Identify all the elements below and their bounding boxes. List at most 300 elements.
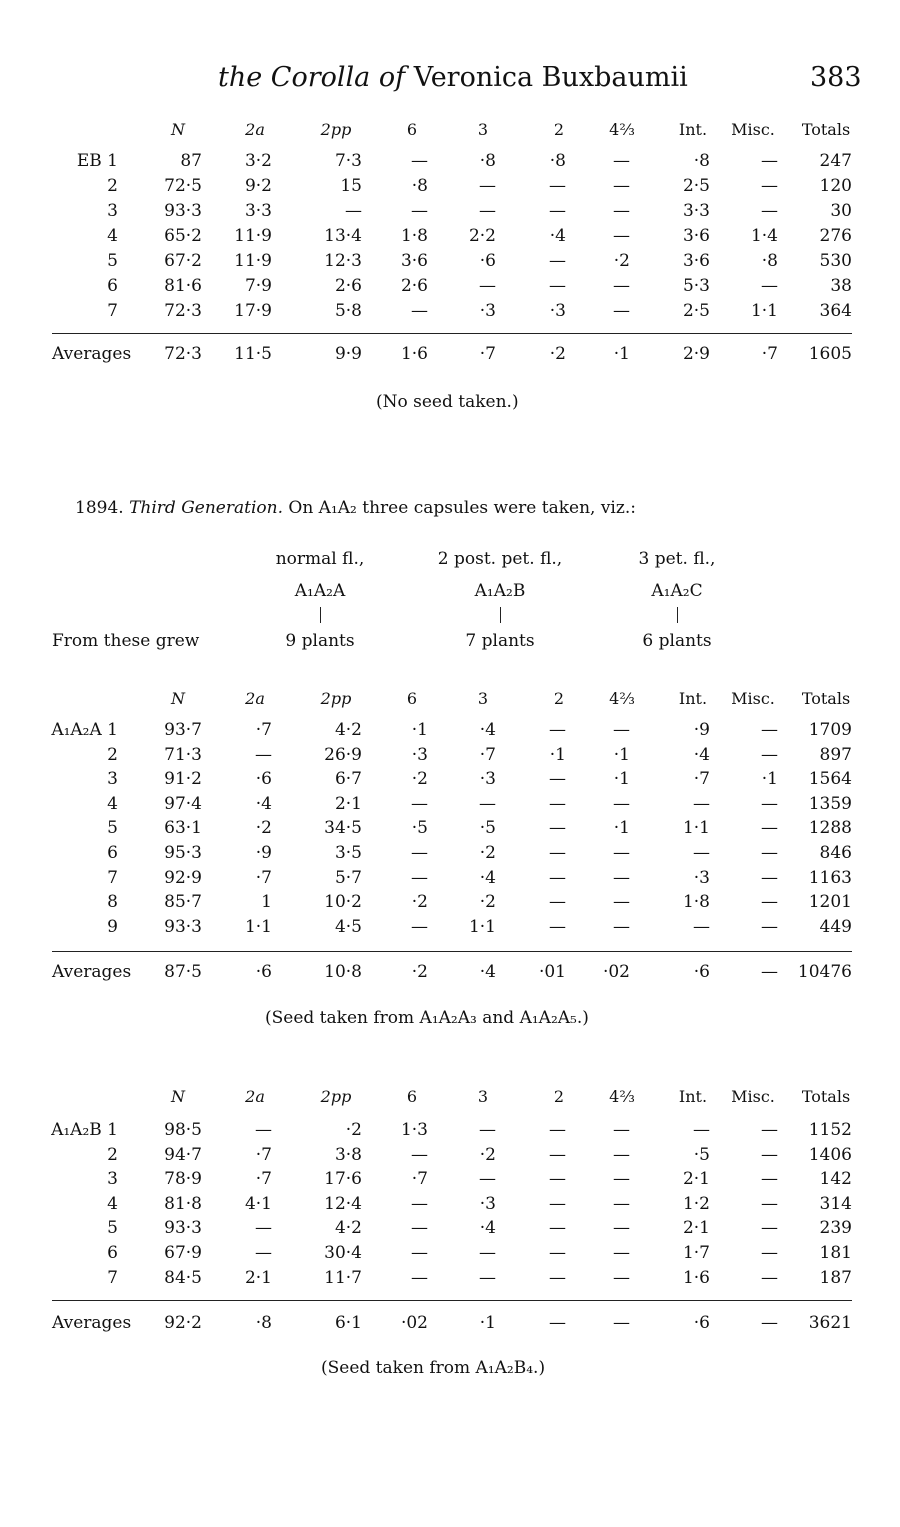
table-cell: 17·9 <box>234 301 272 321</box>
table-cell: — <box>613 151 630 171</box>
table-cell: — <box>549 867 566 888</box>
table-cell: — <box>549 1218 566 1239</box>
table-cell: ·2 <box>613 251 630 271</box>
table-cell: — <box>693 843 710 863</box>
table-cell: ·4 <box>479 720 496 740</box>
row-label: 7 <box>107 301 118 321</box>
table-cell: — <box>613 1120 630 1140</box>
table-cell: ·2 <box>345 1120 362 1140</box>
column-header: 2a <box>245 689 265 708</box>
row-label: 2 <box>107 176 118 196</box>
table-cell: ·3 <box>693 867 710 888</box>
table-cell: ·8 <box>761 251 778 271</box>
column-header: 3 <box>477 689 489 708</box>
table-cell: 1·8 <box>682 892 710 913</box>
table-cell: 1406 <box>808 1144 852 1165</box>
averages-cell: ·2 <box>411 962 428 982</box>
averages-cell: — <box>761 1313 778 1333</box>
table-cell: — <box>549 276 566 296</box>
capsule-code: A₁A₂A <box>294 581 346 601</box>
column-header: Int. <box>678 689 708 708</box>
table-cell: — <box>761 867 778 888</box>
table-cell: 1564 <box>808 769 852 790</box>
table-cell: 181 <box>819 1243 852 1263</box>
table-cell: ·5 <box>693 1144 710 1165</box>
table-cell: 2·5 <box>682 176 710 196</box>
table-cell: — <box>761 1144 778 1165</box>
table-cell: 1·7 <box>682 1243 710 1263</box>
table-a1a2a-note: (Seed taken from A₁A₂A₃ and A₁A₂A₅.) <box>265 1008 589 1028</box>
averages-cell: 72·3 <box>164 344 202 364</box>
table-cell: ·7 <box>479 744 496 765</box>
averages-label: Averages <box>52 962 132 982</box>
table-cell: — <box>411 1193 428 1214</box>
table-cell: 2·5 <box>682 301 710 321</box>
table-cell: 2·1 <box>244 1267 272 1288</box>
capsule-description: 3 pet. fl., <box>638 549 716 569</box>
table-cell: 2·1 <box>682 1218 710 1239</box>
title-italic-of: of <box>378 62 406 93</box>
table-cell: 1·3 <box>400 1120 428 1140</box>
table-cell: — <box>693 793 710 814</box>
table-cell: 87 <box>180 151 202 171</box>
row-label: 5 <box>107 251 118 271</box>
table-cell: — <box>613 226 630 246</box>
table-cell: ·4 <box>479 1218 496 1239</box>
table-cell: ·1 <box>613 818 630 839</box>
table-cell: ·2 <box>479 843 496 863</box>
table-cell: ·2 <box>411 769 428 790</box>
table-cell: — <box>613 1144 630 1165</box>
table-cell: 1709 <box>808 720 852 740</box>
table-cell: ·7 <box>255 867 272 888</box>
table-cell: — <box>761 793 778 814</box>
table-cell: — <box>479 1169 496 1190</box>
averages-cell: 1605 <box>808 344 852 364</box>
running-title <box>218 62 688 93</box>
table-cell: ·5 <box>479 818 496 839</box>
table-cell: — <box>411 301 428 321</box>
table-cell: 12·4 <box>324 1193 362 1214</box>
table-cell: 13·4 <box>324 226 362 246</box>
table-cell: 1152 <box>808 1120 852 1140</box>
table-cell: 3·6 <box>682 226 710 246</box>
averages-cell: ·2 <box>549 344 566 364</box>
column-header: 2 <box>553 1087 565 1106</box>
column-header: 4⅔ <box>609 1087 635 1106</box>
table-cell: 7·9 <box>244 276 272 296</box>
table-cell: 65·2 <box>164 226 202 246</box>
table-cell: ·1 <box>613 744 630 765</box>
table-cell: 247 <box>819 151 852 171</box>
paragraph-year: 1894. <box>75 498 124 518</box>
table-cell: — <box>549 916 566 937</box>
column-header: 6 <box>406 120 418 139</box>
averages-cell: 10·8 <box>324 962 362 982</box>
table-cell: 120 <box>819 176 852 196</box>
table-rule <box>52 951 852 952</box>
column-header: 2pp <box>320 689 352 708</box>
table-cell: — <box>255 1120 272 1140</box>
table-cell: 530 <box>819 251 852 271</box>
column-header: 2 <box>553 689 565 708</box>
table-cell: 2·6 <box>334 276 362 296</box>
averages-cell: — <box>761 962 778 982</box>
table-cell: ·3 <box>479 301 496 321</box>
table-cell: 30 <box>830 201 852 221</box>
table-cell: 34·5 <box>324 818 362 839</box>
table-cell: ·8 <box>549 151 566 171</box>
table-cell: 1·1 <box>682 818 710 839</box>
table-cell: 3·5 <box>334 843 362 863</box>
table-cell: 26·9 <box>324 744 362 765</box>
table-cell: — <box>761 151 778 171</box>
table-cell: — <box>479 201 496 221</box>
table-cell: — <box>761 843 778 863</box>
table-cell: ·2 <box>411 892 428 913</box>
table-cell: — <box>761 1193 778 1214</box>
table-cell: — <box>761 1267 778 1288</box>
table-cell: ·2 <box>479 892 496 913</box>
averages-cell: 1·6 <box>400 344 428 364</box>
averages-cell: 9·9 <box>334 344 362 364</box>
table-cell: 449 <box>819 916 852 937</box>
table-cell: 2·2 <box>468 226 496 246</box>
table-cell: — <box>255 744 272 765</box>
column-header: Int. <box>678 1087 708 1106</box>
table-cell: 3·6 <box>400 251 428 271</box>
column-header: Totals <box>801 1087 851 1106</box>
table-cell: 95·3 <box>164 843 202 863</box>
table-cell: ·4 <box>693 744 710 765</box>
table-cell: 67·9 <box>164 1243 202 1263</box>
table-cell: ·7 <box>411 1169 428 1190</box>
table-cell: 1288 <box>808 818 852 839</box>
table-cell: ·4 <box>255 793 272 814</box>
table-cell: — <box>613 843 630 863</box>
table-cell: 92·9 <box>164 867 202 888</box>
table-rule <box>52 1300 852 1301</box>
table-cell: 1 <box>261 892 272 913</box>
table-cell: 4·2 <box>334 720 362 740</box>
column-header: Totals <box>801 120 851 139</box>
averages-label: Averages <box>52 344 132 364</box>
row-label: 6 <box>107 276 118 296</box>
table-cell: 72·3 <box>164 301 202 321</box>
table-cell: — <box>411 1243 428 1263</box>
row-label: 9 <box>107 916 118 937</box>
table-rule <box>52 333 852 334</box>
table-cell: 1·1 <box>750 301 778 321</box>
table-cell: 71·3 <box>164 744 202 765</box>
table-cell: ·8 <box>411 176 428 196</box>
table-cell: ·6 <box>255 769 272 790</box>
column-header: N <box>171 120 185 139</box>
averages-cell: ·1 <box>479 1313 496 1333</box>
table-cell: 81·8 <box>164 1193 202 1214</box>
column-header: 2pp <box>320 120 352 139</box>
row-label: 5 <box>107 1218 118 1239</box>
table-cell: — <box>479 1120 496 1140</box>
column-header: 4⅔ <box>609 689 635 708</box>
row-label: A₁A₂B 1 <box>51 1120 118 1140</box>
column-header: 2a <box>245 120 265 139</box>
averages-cell: 92·2 <box>164 1313 202 1333</box>
column-header: 2a <box>245 1087 265 1106</box>
table-cell: 846 <box>819 843 852 863</box>
from-these-grew-label: From these grew <box>52 631 200 651</box>
table-cell: ·3 <box>479 1193 496 1214</box>
table-cell: 11·9 <box>234 226 272 246</box>
table-cell: — <box>549 1144 566 1165</box>
table-cell: 276 <box>819 226 852 246</box>
table-cell: 239 <box>819 1218 852 1239</box>
averages-cell: 11·5 <box>234 344 272 364</box>
table-cell: 11·7 <box>324 1267 362 1288</box>
table-cell: — <box>411 1267 428 1288</box>
column-header: Totals <box>801 689 851 708</box>
table-cell: — <box>479 176 496 196</box>
table-cell: 15 <box>340 176 362 196</box>
table-cell: — <box>411 151 428 171</box>
column-header: Int. <box>678 120 708 139</box>
averages-cell: ·7 <box>761 344 778 364</box>
row-label: 7 <box>107 867 118 888</box>
table-cell: — <box>613 793 630 814</box>
table-cell: ·7 <box>255 1169 272 1190</box>
averages-cell: ·6 <box>693 1313 710 1333</box>
table-cell: 72·5 <box>164 176 202 196</box>
table-cell: — <box>549 818 566 839</box>
table-cell: 142 <box>819 1169 852 1190</box>
capsule-description: normal fl., <box>275 549 365 569</box>
averages-cell: ·4 <box>479 962 496 982</box>
table-cell: — <box>613 720 630 740</box>
table-cell: 314 <box>819 1193 852 1214</box>
table-cell: — <box>613 1267 630 1288</box>
table-cell: ·8 <box>693 151 710 171</box>
table-cell: 2·6 <box>400 276 428 296</box>
table-cell: 4·1 <box>244 1193 272 1214</box>
table-cell: ·3 <box>411 744 428 765</box>
table-cell: ·2 <box>255 818 272 839</box>
table-cell: 1·8 <box>400 226 428 246</box>
table-cell: 6·7 <box>334 769 362 790</box>
table-cell: ·6 <box>479 251 496 271</box>
table-cell: — <box>613 1243 630 1263</box>
table-cell: 97·4 <box>164 793 202 814</box>
table-cell: — <box>761 276 778 296</box>
table-cell: 3·3 <box>244 201 272 221</box>
table-cell: — <box>345 201 362 221</box>
capsule-connector <box>500 607 501 623</box>
capsule-code: A₁A₂B <box>474 581 526 601</box>
table-cell: 84·5 <box>164 1267 202 1288</box>
title-species: Veronica Buxbaumii <box>413 62 688 93</box>
capsule-plants: 6 plants <box>642 631 712 651</box>
table-cell: 1·4 <box>750 226 778 246</box>
row-label: 8 <box>107 892 118 913</box>
averages-cell: 87·5 <box>164 962 202 982</box>
table-cell: — <box>761 176 778 196</box>
table-cell: ·3 <box>549 301 566 321</box>
table-cell: — <box>761 744 778 765</box>
column-header: Misc. <box>731 689 775 708</box>
table-cell: 12·3 <box>324 251 362 271</box>
row-label: 2 <box>107 744 118 765</box>
table-cell: — <box>613 176 630 196</box>
table-cell: — <box>549 1169 566 1190</box>
table-cell: — <box>761 1218 778 1239</box>
row-label: 4 <box>107 226 118 246</box>
table-cell: 11·9 <box>234 251 272 271</box>
row-label: 3 <box>107 201 118 221</box>
row-label: 3 <box>107 1169 118 1190</box>
table-cell: — <box>411 867 428 888</box>
table-cell: 3·3 <box>682 201 710 221</box>
table-cell: 1·6 <box>682 1267 710 1288</box>
capsule-plants: 7 plants <box>465 631 535 651</box>
averages-cell: ·1 <box>613 344 630 364</box>
table-cell: ·7 <box>255 720 272 740</box>
table-cell: — <box>411 201 428 221</box>
averages-cell: ·7 <box>479 344 496 364</box>
table-cell: — <box>411 1144 428 1165</box>
row-label: EB 1 <box>76 151 118 171</box>
table-cell: — <box>479 276 496 296</box>
table-cell: 1·2 <box>682 1193 710 1214</box>
table-cell: — <box>411 1218 428 1239</box>
table-cell: 91·2 <box>164 769 202 790</box>
table-cell: ·9 <box>693 720 710 740</box>
table-cell: — <box>479 1243 496 1263</box>
table-eb-note: (No seed taken.) <box>376 392 519 412</box>
table-cell: — <box>761 916 778 937</box>
table-cell: — <box>761 720 778 740</box>
table-cell: 98·5 <box>164 1120 202 1140</box>
averages-cell: ·6 <box>693 962 710 982</box>
paragraph-heading: Third Generation. <box>129 498 283 518</box>
table-cell: — <box>613 276 630 296</box>
column-header: 3 <box>477 120 489 139</box>
table-cell: 67·2 <box>164 251 202 271</box>
column-header: 6 <box>406 689 418 708</box>
table-cell: 5·8 <box>334 301 362 321</box>
table-cell: 897 <box>819 744 852 765</box>
table-cell: 93·7 <box>164 720 202 740</box>
table-cell: 94·7 <box>164 1144 202 1165</box>
table-cell: 3·2 <box>244 151 272 171</box>
row-label: 4 <box>107 793 118 814</box>
row-label: 7 <box>107 1267 118 1288</box>
generation-paragraph <box>75 498 636 518</box>
table-cell: — <box>761 1169 778 1190</box>
table-cell: 187 <box>819 1267 852 1288</box>
table-cell: ·7 <box>255 1144 272 1165</box>
averages-cell: 6·1 <box>334 1313 362 1333</box>
table-cell: 1·1 <box>244 916 272 937</box>
table-cell: — <box>549 892 566 913</box>
table-cell: ·9 <box>255 843 272 863</box>
table-cell: — <box>761 201 778 221</box>
table-cell: — <box>613 867 630 888</box>
table-cell: ·1 <box>411 720 428 740</box>
table-cell: — <box>761 1120 778 1140</box>
table-cell: 7·3 <box>334 151 362 171</box>
column-header: Misc. <box>731 1087 775 1106</box>
table-a1a2b-note: (Seed taken from A₁A₂B₄.) <box>321 1358 546 1378</box>
averages-cell: — <box>613 1313 630 1333</box>
row-label: 2 <box>107 1144 118 1165</box>
table-cell: — <box>613 1169 630 1190</box>
table-cell: — <box>549 176 566 196</box>
table-cell: ·1 <box>761 769 778 790</box>
table-cell: — <box>613 201 630 221</box>
table-cell: — <box>549 720 566 740</box>
table-cell: 9·2 <box>244 176 272 196</box>
table-cell: — <box>411 916 428 937</box>
table-cell: 1359 <box>808 793 852 814</box>
table-cell: — <box>613 1218 630 1239</box>
capsule-connector <box>677 607 678 623</box>
table-cell: 3·6 <box>682 251 710 271</box>
table-cell: 1·1 <box>468 916 496 937</box>
column-header: 2 <box>553 120 565 139</box>
table-cell: 1163 <box>808 867 852 888</box>
table-cell: 93·3 <box>164 1218 202 1239</box>
table-cell: — <box>613 1193 630 1214</box>
table-cell: — <box>479 1267 496 1288</box>
capsule-description: 2 post. pet. fl., <box>437 549 563 569</box>
capsule-code: A₁A₂C <box>651 581 703 601</box>
table-cell: — <box>549 793 566 814</box>
table-cell: — <box>613 301 630 321</box>
table-cell: 93·3 <box>164 916 202 937</box>
column-header: 3 <box>477 1087 489 1106</box>
averages-cell: 2·9 <box>682 344 710 364</box>
table-cell: — <box>411 793 428 814</box>
averages-cell: ·02 <box>602 962 630 982</box>
table-cell: ·5 <box>411 818 428 839</box>
row-label: A₁A₂A 1 <box>51 720 118 740</box>
table-cell: 1201 <box>808 892 852 913</box>
table-cell: — <box>255 1218 272 1239</box>
table-cell: 85·7 <box>164 892 202 913</box>
averages-cell: 3621 <box>808 1313 852 1333</box>
row-label: 5 <box>107 818 118 839</box>
table-cell: 38 <box>830 276 852 296</box>
capsule-plants: 9 plants <box>285 631 355 651</box>
table-cell: 78·9 <box>164 1169 202 1190</box>
table-cell: 10·2 <box>324 892 362 913</box>
table-cell: ·8 <box>479 151 496 171</box>
table-cell: — <box>549 201 566 221</box>
table-cell: — <box>761 1243 778 1263</box>
table-cell: — <box>693 916 710 937</box>
table-cell: — <box>549 1120 566 1140</box>
paragraph-text: On A₁A₂ three capsules were taken, viz.: <box>288 498 636 518</box>
row-label: 4 <box>107 1193 118 1214</box>
table-cell: 364 <box>819 301 852 321</box>
averages-cell: ·6 <box>255 962 272 982</box>
table-cell: 2·1 <box>334 793 362 814</box>
table-cell: — <box>549 769 566 790</box>
table-cell: ·4 <box>549 226 566 246</box>
table-cell: — <box>761 892 778 913</box>
title-italic-part: the Corolla <box>218 62 371 93</box>
averages-cell: — <box>549 1313 566 1333</box>
table-cell: — <box>549 1243 566 1263</box>
